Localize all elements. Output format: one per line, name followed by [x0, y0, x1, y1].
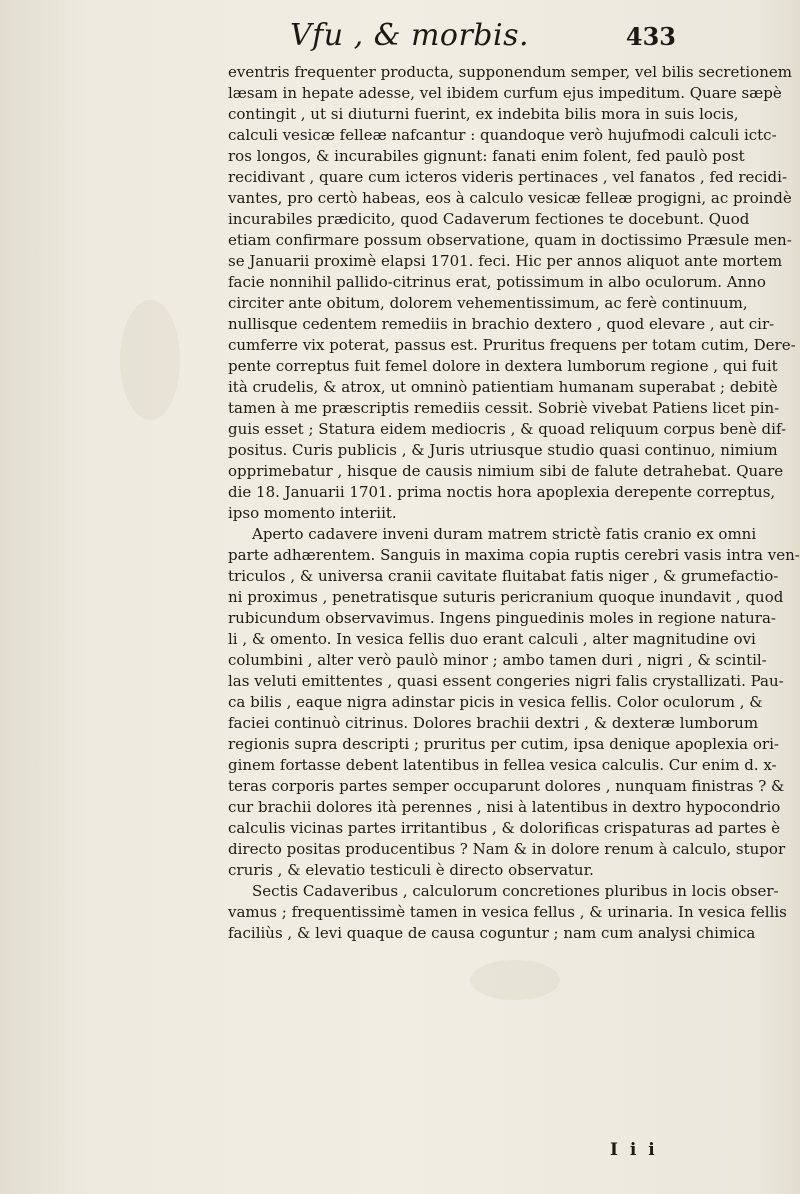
text-line: etiam confirmare possum observatione, quam in doctissimo Præsule men- — [228, 231, 792, 249]
text-line: recidivant , quare cum icteros videris pertinaces , vel fanatos , fed recidi- — [228, 168, 788, 186]
text-line: pente correptus fuit femel dolore in dextera lumborum regione , qui fuit — [228, 357, 778, 375]
text-line: ca bilis , eaque nigra adinstar picis in vesica fellis. Color oculorum , & — [228, 693, 763, 711]
text-line: faciliùs , & levi quaque de causa coguntur ; nam cum analysi chimica — [228, 924, 756, 942]
text-line: rubicundum observavimus. Ingens pinguedinis moles in regione natura- — [228, 609, 776, 627]
text-line: faciei continuò citrinus. Dolores brachii dextri , & dexteræ lumborum — [228, 714, 759, 732]
text-line: vantes, pro certò habeas, eos à calculo vesicæ felleæ progigni, ac proindè — [228, 189, 792, 207]
text-line: positus. Curis publicis , & Juris utriusque studio quasi continuo, nimium — [228, 441, 778, 459]
text-line: nullisque cedentem remediis in brachio dextero , quod elevare , aut cir- — [228, 315, 775, 333]
text-line: ità crudelis, & atrox, ut omninò patientiam humanam superabat ; debitè — [228, 378, 778, 396]
paper-stain — [470, 960, 560, 1000]
text-line: li , & omento. In vesica fellis duo erant calculi , alter magnitudine ovi — [228, 630, 756, 648]
text-line: calculis vicinas partes irritantibus , & dolorificas crispaturas ad partes è — [228, 819, 781, 837]
signature-mark: I i i — [610, 1140, 658, 1160]
text-line: regionis supra descripti ; pruritus per cutim, ipsa denique apoplexia ori- — [228, 735, 779, 753]
text-line: calculi vesicæ felleæ nafcantur : quandoque verò hujufmodi calculi ictc- — [228, 126, 777, 144]
text-line: las veluti emittentes , quasi essent congeries nigri falis crystallizati. Pau- — [228, 672, 784, 690]
text-line: facie nonnihil pallido-citrinus erat, potissimum in albo oculorum. Anno — [228, 273, 766, 291]
text-line: die 18. Januarii 1701. prima noctis hora apoplexia derepente correptus, — [228, 483, 776, 501]
text-line: teras corporis partes semper occuparunt dolores , nunquam finistras ? & — [228, 777, 785, 795]
text-line: contingit , ut si diuturni fuerint, ex indebita bilis mora in suis locis, — [228, 105, 739, 123]
page-header — [0, 18, 800, 62]
text-line: cur brachii dolores ità perennes , nisi à latentibus in dextro hypocondrio — [228, 798, 781, 816]
text-line: vamus ; frequentissimè tamen in vesica fellus , & urinaria. In vesica fellis — [228, 903, 787, 921]
text-line: ginem fortasse debent latentibus in fellea vesica calculis. Cur enim d. x- — [228, 756, 777, 774]
text-line: columbini , alter verò paulò minor ; ambo tamen duri , nigri , & scintil- — [228, 651, 767, 669]
text-line: læsam in hepate adesse, vel ibidem curfum ejus impeditum. Quare sæpè — [228, 84, 782, 102]
text-line: se Januarii proximè elapsi 1701. feci. Hic per annos aliquot ante mortem — [228, 252, 783, 270]
text-line: Aperto cadavere inveni duram matrem strictè fatis cranio ex omni — [252, 525, 757, 543]
text-line: ipso momento interiit. — [228, 504, 397, 522]
text-line: directo positas producentibus ? Nam & in dolore renum à calculo, stupor — [228, 840, 786, 858]
body-text — [228, 62, 800, 944]
text-line: ros longos, & incurabiles gignunt: fanati enim folent, fed paulò post — [228, 147, 745, 165]
text-line: guis esset ; Statura eidem mediocris , & quoad reliquum corpus benè dif- — [228, 420, 787, 438]
paper-stain — [120, 300, 180, 420]
text-line: eventris frequenter producta, supponendum semper, vel bilis secretionem — [228, 63, 792, 81]
text-line: tamen à me præscriptis remediis cessit. Sobriè vivebat Patiens licet pin- — [228, 399, 780, 417]
page-number: 433 — [625, 22, 676, 51]
text-line: cruris , & elevatio testiculi è directo observatur. — [228, 861, 594, 879]
text-line: Sectis Cadaveribus , calculorum concretiones pluribus in locis obser- — [252, 882, 779, 900]
text-line: cumferre vix poterat, passus est. Pruritus frequens per totam cutim, Dere- — [228, 336, 796, 354]
running-head: Vfu , & morbis. — [290, 18, 530, 53]
text-line: ni proximus , penetratisque suturis pericranium quoque inundavit , quod — [228, 588, 784, 606]
text-line: incurabiles prædicito, quod Cadaverum fectiones te docebunt. Quod — [228, 210, 750, 228]
text-line: parte adhærentem. Sanguis in maxima copia ruptis cerebri vasis intra ven- — [228, 546, 800, 564]
text-line: opprimebatur , hisque de causis nimium sibi de falute detrahebat. Quare — [228, 462, 784, 480]
text-line: triculos , & universa cranii cavitate fluitabat fatis niger , & grumefactio- — [228, 567, 779, 585]
text-line: circiter ante obitum, dolorem vehementissimum, ac ferè continuum, — [228, 294, 748, 312]
